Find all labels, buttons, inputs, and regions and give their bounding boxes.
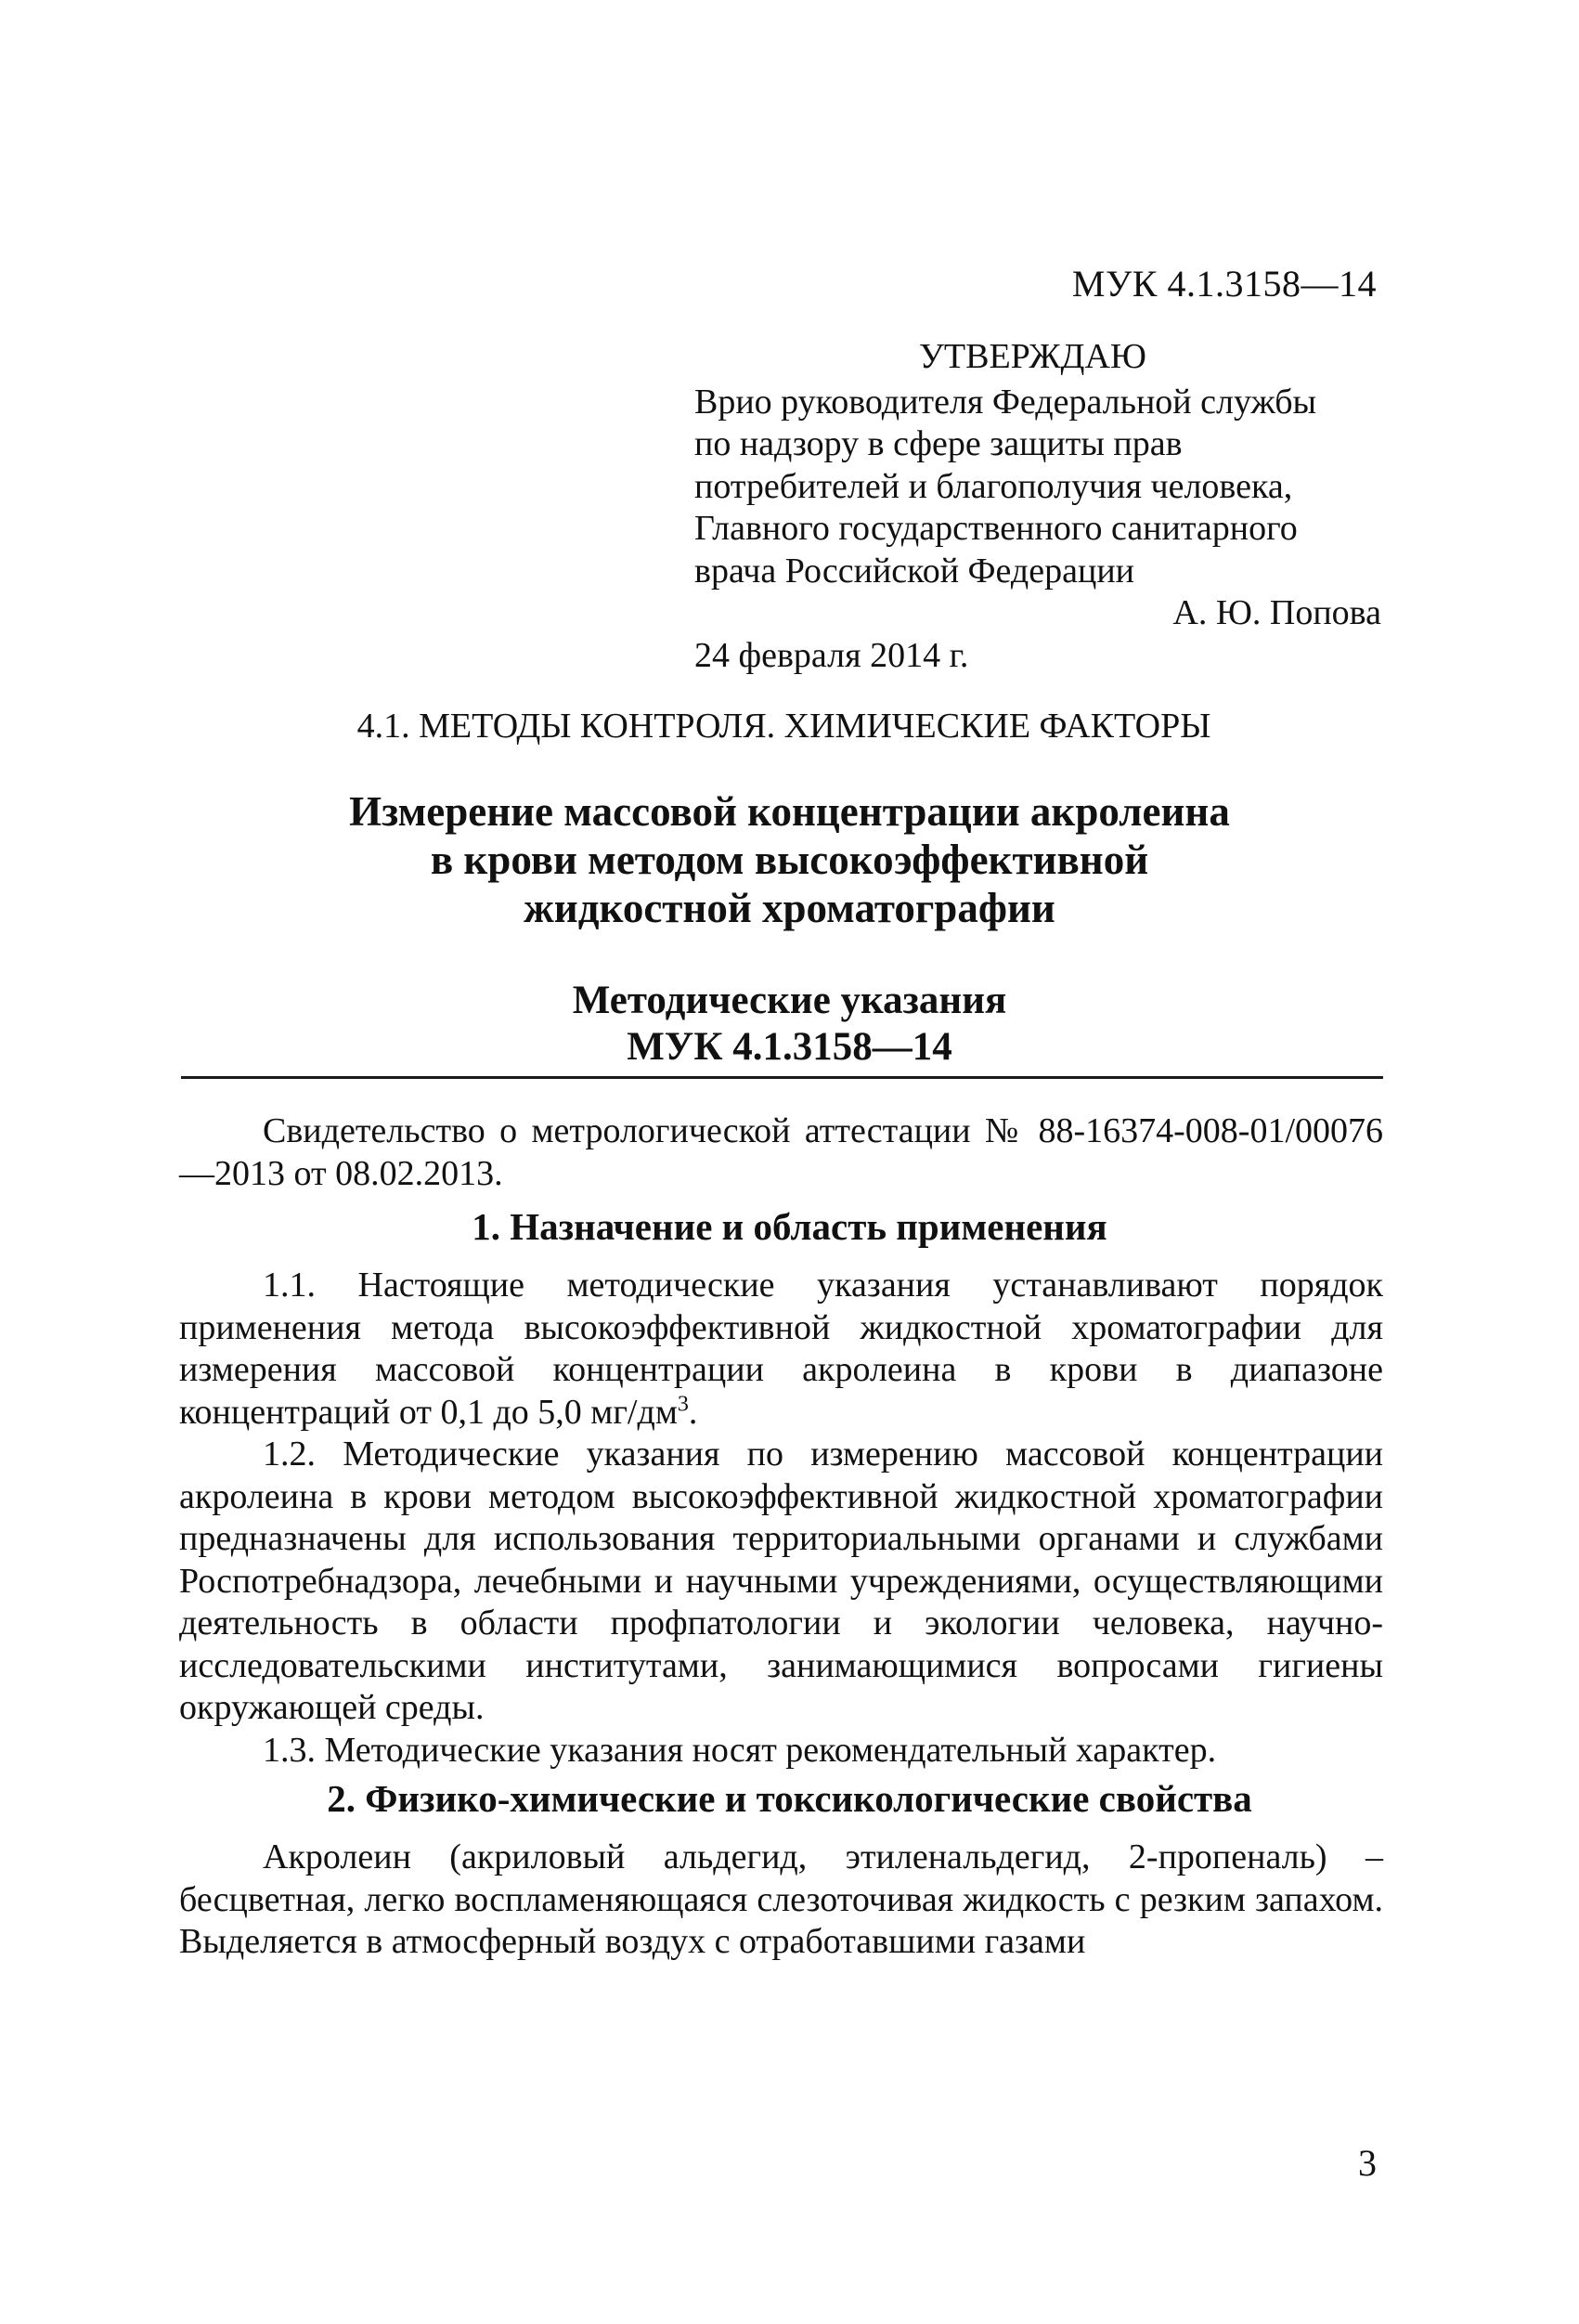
section-code: 4.1. МЕТОДЫ КОНТРОЛЯ. ХИМИЧЕСКИЕ ФАКТОРЫ [356,707,1211,746]
horizontal-rule [181,1076,1383,1079]
title-line: жидкостной хроматографии [524,885,1055,931]
subtitle-code: МУК 4.1.3158—14 [627,1025,952,1069]
document-title [0,787,1579,932]
approval-word: УТВЕРЖДАЮ [919,337,1146,376]
paragraph-2: Акролеин (акриловый альдегид, этиленальдегид, 2-пропеналь) – бесцветная, легко воспламеняющаяся слезоточивая жидкость с резким запахом. Выделяется в атмосферный воздух с отработавшими газами [179,1837,1383,1961]
approval-line: потребителей и благополучия человека, [694,466,1293,506]
paragraph-1-1-end: . [688,1392,698,1432]
approval-line: врача Российской Федерации [694,551,1134,591]
paragraph-1-3: 1.3. Методические указания носят рекомендательный характер. [263,1730,1217,1770]
approval-line: Врио руководителя Федеральной службы [694,382,1317,422]
section-2-heading: 2. Физико-химические и токсикологические свойства [327,1777,1252,1820]
approval-block [694,336,1381,677]
approval-date: 24 февраля 2014 г. [694,635,969,675]
title-line: Измерение массовой концентрации акролеина [349,788,1230,835]
section-1-heading: 1. Назначение и область применения [472,1205,1107,1248]
paragraph-1-2: 1.2. Методические указания по измерению массовой концентрации акролеина в крови методом высокоэффективной жидкостной хроматографии предназначены для использования территориальными органами и службами Роспотребнадзора, лечебными и научными учреждениями, осуществляющими деятельность в области профпатологии и экологии человека, научно-исследовательскими институтами, занимающимися вопросами гигиены окружающей среды. [179,1435,1383,1727]
paragraph-1-1-text: 1.1. Настоящие методические указания устанавливают порядок применения метода высокоэффективной жидкостной хроматографии для измерения массовой концентрации акролеина в крови в диапазоне концентраций от 0,1 до 5,0 мг/дм [179,1266,1383,1432]
approval-line: по надзору в сфере защиты прав [694,424,1183,463]
title-line: в крови методом высокоэффективной [430,837,1149,883]
approval-line: Главного государственного санитарного [694,509,1298,548]
section-1-body [179,1265,1383,1772]
superscript-3: 3 [677,1391,689,1416]
approval-signer: А. Ю. Попова [1172,593,1381,632]
subtitle-kind: Методические указания [572,979,1007,1022]
section-2-body [179,1837,1383,1964]
paragraph-1-1 [179,1265,1383,1434]
document-subtitle [0,978,1579,1071]
page-number: 3 [1358,2142,1377,2184]
certificate-text: Свидетельство о метрологической аттестации № 88-16374-008-01/00076—2013 от 08.02.2013. [179,1111,1383,1193]
document-code-header: МУК 4.1.3158—14 [1071,263,1377,305]
